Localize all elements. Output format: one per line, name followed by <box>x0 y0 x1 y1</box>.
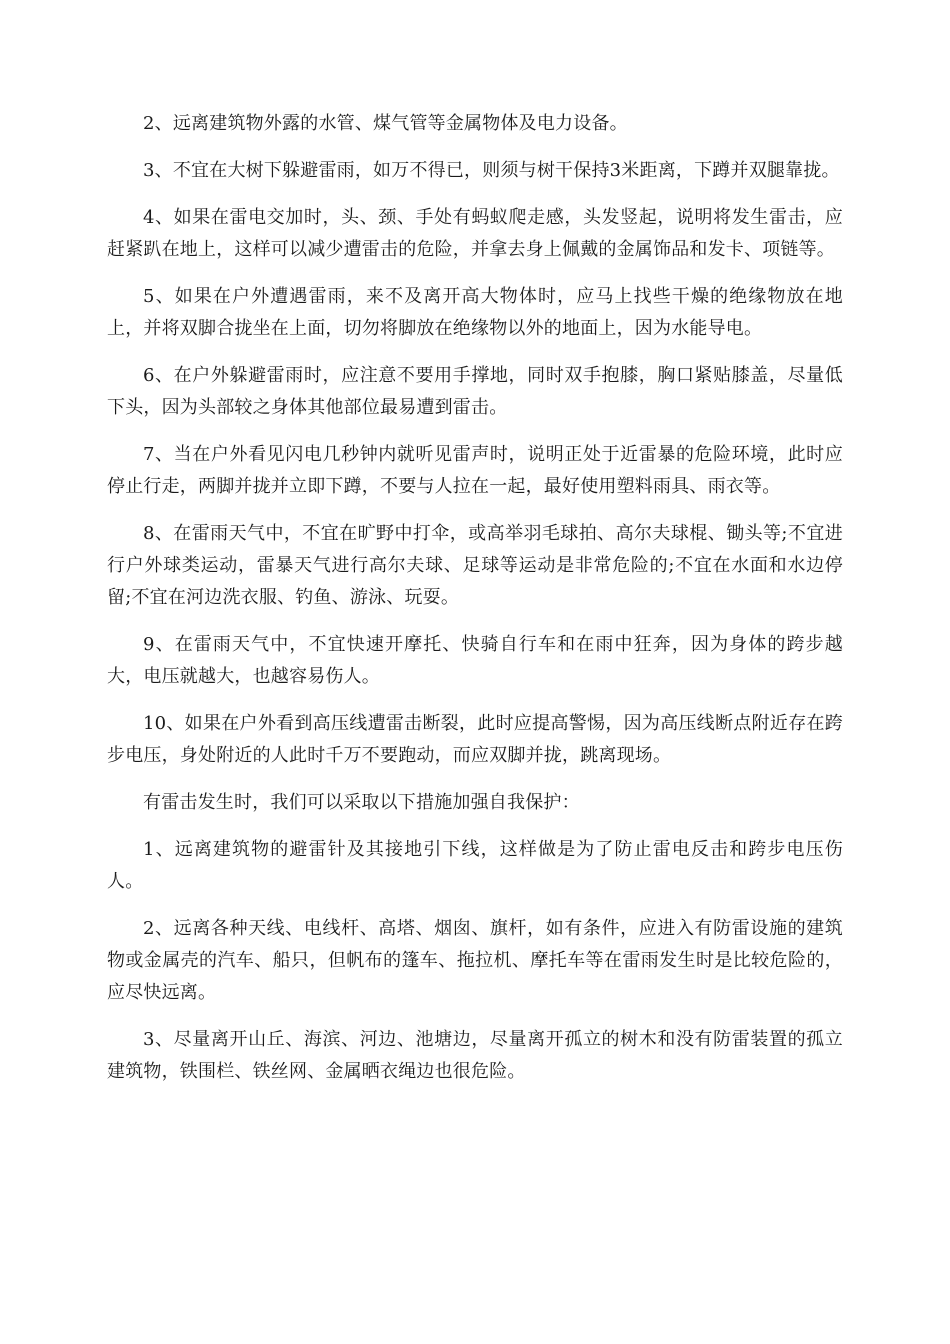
paragraph-item-4-ants: 4、如果在雷电交加时，头、颈、手处有蚂蚁爬走感，头发竖起，说明将发生雷击，应赶紧趴在地上，这样可以减少遭雷击的危险，并拿去身上佩戴的金属饰品和发卡、项链等。 <box>107 207 843 260</box>
paragraph-item-2-metal: 2、远离建筑物外露的水管、煤气管等金属物体及电力设备。 <box>143 113 628 134</box>
paragraph-item-9-motorbike: 9、在雷雨天气中，不宜快速开摩托、快骑自行车和在雨中狂奔，因为身体的跨步越大，电压就越大，也越容易伤人。 <box>107 634 843 687</box>
protection-item-3-hills: 3、尽量离开山丘、海滨、河边、池塘边，尽量离开孤立的树木和没有防雷装置的孤立建筑物，铁围栏、铁丝网、金属晒衣绳边也很危险。 <box>107 1029 843 1082</box>
document-body <box>107 108 843 1103</box>
section-intro-paragraph: 有雷击发生时，我们可以采取以下措施加强自我保护： <box>143 792 580 813</box>
paragraph-item-6-crouch: 6、在户外躲避雷雨时，应注意不要用手撑地，同时双手抱膝，胸口紧贴膝盖，尽量低下头，因为头部较之身体其他部位最易遭到雷击。 <box>107 365 843 418</box>
paragraph-item-3-tree: 3、不宜在大树下躲避雷雨，如万不得已，则须与树干保持3米距离，下蹲并双腿靠拢。 <box>143 160 840 181</box>
paragraph-item-5-insulator: 5、如果在户外遭遇雷雨，来不及离开高大物体时，应马上找些干燥的绝缘物放在地上，并将双脚合拢坐在上面，切勿将脚放在绝缘物以外的地面上，因为水能导电。 <box>107 286 843 339</box>
paragraph-item-10-powerline: 10、如果在户外看到高压线遭雷击断裂，此时应提高警惕，因为高压线断点附近存在跨步电压，身处附近的人此时千万不要跑动，而应双脚并拢，跳离现场。 <box>107 713 843 766</box>
paragraph-item-8-umbrella: 8、在雷雨天气中，不宜在旷野中打伞，或高举羽毛球拍、高尔夫球棍、锄头等;不宜进行户外球类运动，雷暴天气进行高尔夫球、足球等运动是非常危险的;不宜在水面和水边停留;不宜在河边洗衣服、钓鱼、游泳、玩耍。 <box>107 523 843 608</box>
paragraph-item-7-thunder: 7、当在户外看见闪电几秒钟内就听见雷声时，说明正处于近雷暴的危险环境，此时应停止行走，两脚并拢并立即下蹲，不要与人拉在一起，最好使用塑料雨具、雨衣等。 <box>107 444 843 497</box>
protection-item-1-rod: 1、远离建筑物的避雷针及其接地引下线，这样做是为了防止雷电反击和跨步电压伤人。 <box>107 839 843 892</box>
protection-item-2-antenna: 2、远离各种天线、电线杆、高塔、烟囱、旗杆，如有条件，应进入有防雷设施的建筑物或金属壳的汽车、船只，但帆布的篷车、拖拉机、摩托车等在雷雨发生时是比较危险的，应尽快远离。 <box>107 918 843 1003</box>
